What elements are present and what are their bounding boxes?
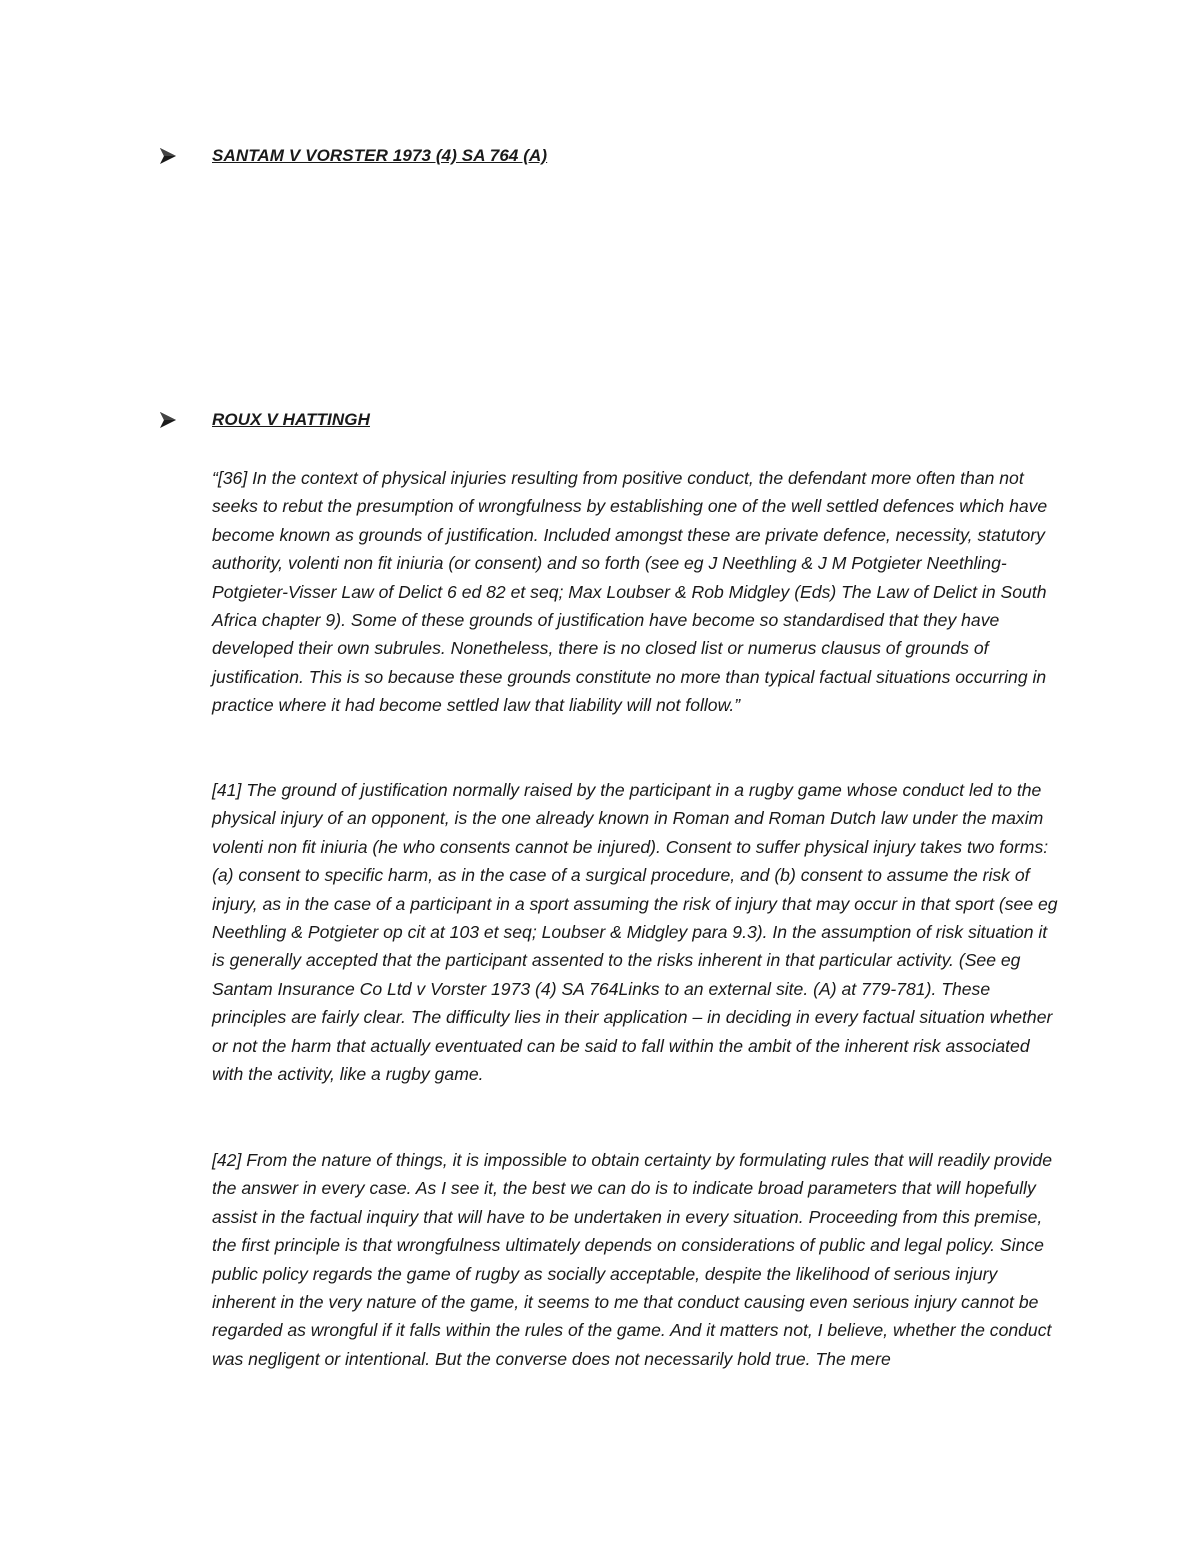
- paragraph-text: “[36] In the context of physical injuries resulting from positive conduct, the defendant more often than not seeks to rebut the presumption of wrongfulness by establishing one of the well settled defences which have become known as grounds of justification. Included amongst these are private defence, necessity, statutory authority, volenti non fit iniuria (or consent) and so forth (see eg J Neethling & J M Potgieter Neethling-Potgieter-Visser Law of Delict 6 ed 82 et seq; Max Loubser & Rob Midgley (Eds) The Law of Delict in South Africa chapter 9). Some of these grounds of justification have become so standardised that they have developed their own subrules. Nonetheless, there is no closed list or numerus clausus of grounds of justification. This is so because these grounds constitute no more than typical factual situations occurring in practice where it had become settled law that liability will not follow.”: [212, 468, 1048, 716]
- paragraph-42: [212, 1146, 1062, 1373]
- case-title: SANTAM V VORSTER 1973 (4) SA 764 (A): [212, 146, 548, 165]
- paragraph-text: [41] The ground of justification normally raised by the participant in a rugby game whose conduct led to the physical injury of an opponent, is the one already known in Roman and Roman Dutch law under the maxim volenti non fit iniuria (he who consents cannot be injured). Consent to suffer physical injury takes two forms: (a) consent to specific harm, as in the case of a surgical procedure, and (b) consent to assume the risk of injury, as in the case of a participant in a sport assuming the risk of injury that may occur in that sport (see eg Neethling & Potgieter op cit at 103 et seq; Loubser & Midgley para 9.3). In the assumption of risk situation it is generally accepted that the participant assented to the risks inherent in that particular activity. (See eg Santam Insurance Co Ltd v Vorster 1973 (4) SA 764Links to an external site. (A) at 779-781). These principles are fairly clear. The difficulty lies in their application – in deciding in every factual situation whether or not the harm that actually eventuated can be said to fall within the ambit of the inherent risk associated with the activity, like a rugby game.: [212, 780, 1058, 1085]
- arrowhead-bullet-icon: [158, 146, 178, 166]
- case-title: ROUX V HATTINGH: [212, 410, 370, 429]
- paragraph-36: [212, 464, 1062, 720]
- section-heading-santam: [158, 146, 547, 166]
- paragraph-text: [42] From the nature of things, it is impossible to obtain certainty by formulating rules that will readily provide the answer in every case. As I see it, the best we can do is to indicate broad parameters that will hopefully assist in the factual inquiry that will have to be undertaken in every situation. Proceeding from this premise, the first principle is that wrongfulness ultimately depends on considerations of public and legal policy. Since public policy regards the game of rugby as socially acceptable, despite the likelihood of serious injury inherent in the very nature of the game, it seems to me that conduct causing even serious injury cannot be regarded as wrongful if it falls within the rules of the game. And it matters not, I believe, whether the conduct was negligent or intentional. But the converse does not necessarily hold true. The mere: [212, 1150, 1053, 1369]
- paragraph-41: [212, 776, 1062, 1088]
- arrowhead-bullet-icon: [158, 410, 178, 430]
- section-heading-roux: [158, 410, 370, 430]
